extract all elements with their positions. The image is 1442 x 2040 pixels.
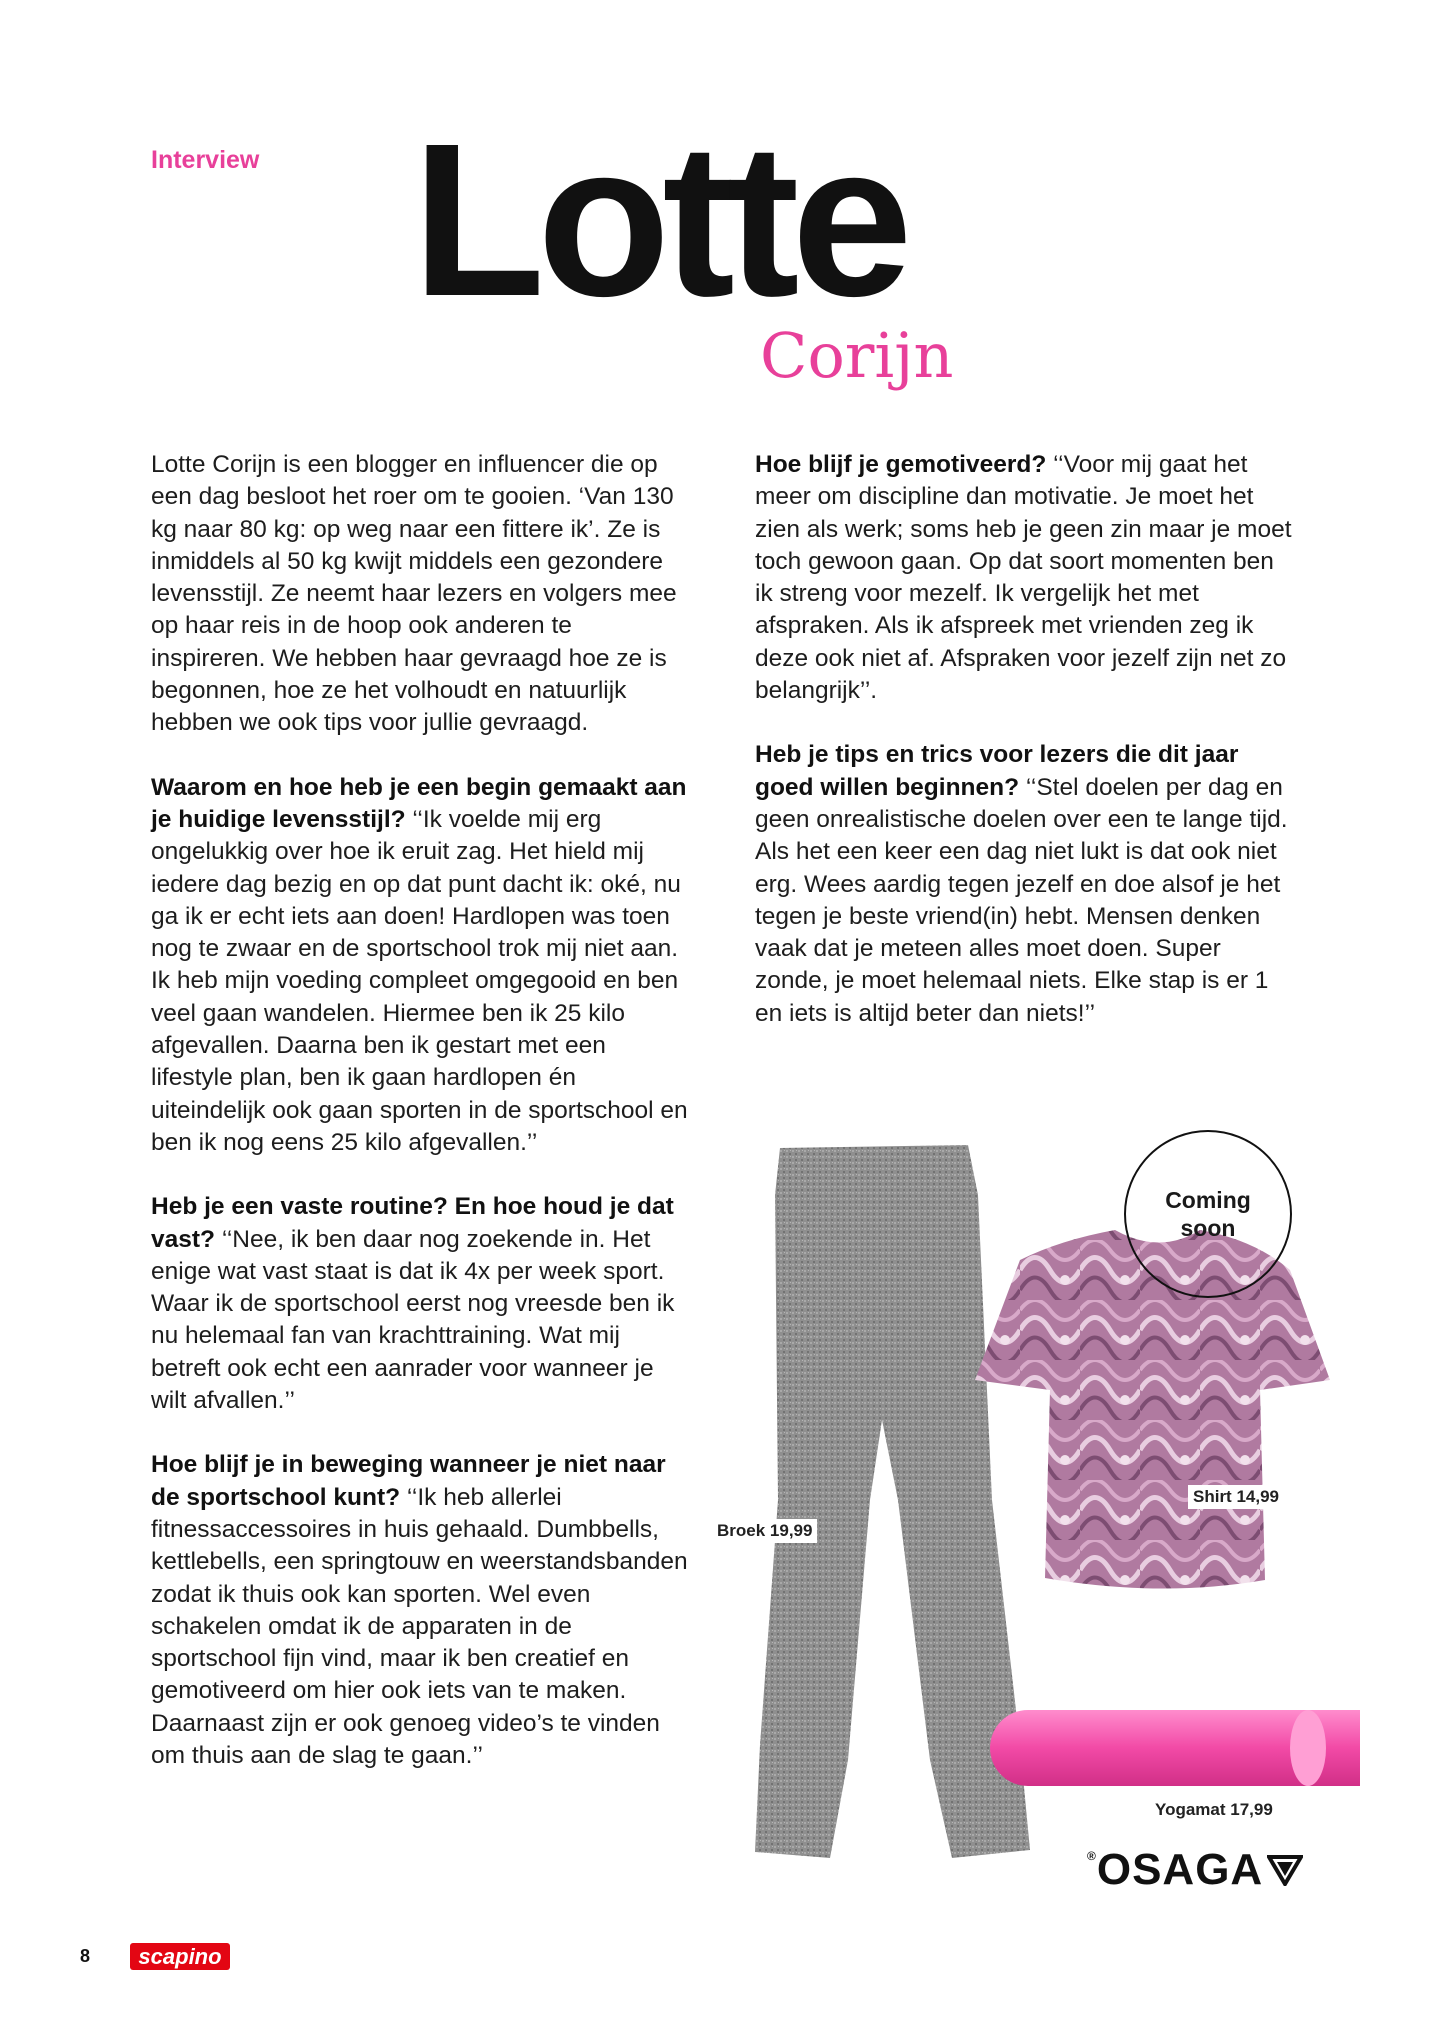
triangle-icon: [1267, 1854, 1303, 1886]
question-text: Hoe blijf je gemotiveerd?: [755, 451, 1047, 478]
page-number: 8: [80, 1946, 91, 1966]
left-column: [151, 449, 691, 1804]
qa-block: [755, 739, 1295, 1030]
answer-text: ‘‘Ik voelde mij erg ongelukkig over hoe ik eruit zag. Het hield mij iedere dag bezig en op dat punt dacht ik: oké, nu ga ik er echt iets aan doen! Hardlopen was toen nog te zwaar en de sportschool trok mij niet aan. Ik heb mijn voeding compleet omgegooid en ben veel gaan wandelen. Hiermee ben ik 25 kilo afgevallen. Daarna ben ik gestart met een lifestyle plan, ben ik gaan hardlopen én uiteindelijk ook gaan sporten in de sportschool en ben ik nog eens 25 kilo afgevallen.’’: [151, 805, 688, 1156]
answer-text: ‘‘Voor mij gaat het meer om discipline dan motivatie. Je moet het zien als werk; soms heb je geen zin maar je moet toch gewoon gaan. Op dat soort momenten ben ik streng voor mezelf. Ik vergelijk het met afspraken. Als ik afspreek met vrienden zeg ik deze ook niet af. Afspraken voor jezelf zijn net zo belangrijk’’.: [755, 451, 1292, 705]
osaga-logo: ® OSAGA: [1087, 1845, 1303, 1895]
question-text: Heb je tips en trics voor lezers die dit jaar goed willen beginnen?: [755, 741, 1239, 801]
section-kicker: Interview: [151, 146, 260, 174]
question-text: Heb je een vaste routine? En hoe houd je dat vast?: [151, 1193, 674, 1253]
right-column: [755, 449, 1295, 1062]
question-text: Waarom en hoe heb je een begin gemaakt aan je huidige levensstijl?: [151, 773, 687, 833]
question-text: Hoe blijf je in beweging wanneer je niet naar de sportschool kunt?: [151, 1451, 666, 1511]
price-tag-yogamat: Yogamat 17,99: [1150, 1798, 1278, 1822]
page-title: Lotte: [412, 99, 905, 342]
answer-text: ‘‘Stel doelen per dag en geen onrealistische doelen over een te lange tijd. Als het een keer een dag niet lukt is dat ook niet erg. Wees aardig tegen jezelf en doe alsof je het tegen je beste vriend(in) hebt. Mensen denken vaak dat je meteen alles moet doen. Super zonde, je moet helemaal niets. Elke stap is er 1 en iets is altijd beter dan niets!’’: [755, 773, 1288, 1027]
shirt-image: [975, 1230, 1330, 1589]
price-tag-shirt: Shirt 14,99: [1188, 1485, 1284, 1509]
qa-block: [151, 772, 691, 1160]
coming-soon-badge: Coming soon: [1124, 1130, 1292, 1298]
qa-block: [151, 1449, 691, 1772]
qa-block: [755, 449, 1295, 707]
answer-text: ‘‘Ik heb allerlei fitnessaccessoires in huis gehaald. Dumbbells, kettlebells, een springtouw en weerstandsbanden zodat ik thuis ook kan sporten. Wel even schakelen omdat ik de apparaten in de sportschool fijn vind, maar ik ben creatief en gemotiveerd om hier ook iets van te maken. Daarnaast zijn er ook genoeg video’s te vinden om thuis aan de slag te gaan.’’: [151, 1483, 688, 1769]
answer-text: ‘‘Nee, ik ben daar nog zoekende in. Het enige wat vast staat is dat ik 4x per week sport. Waar ik de sportschool eerst nog vreesde ben ik nu helemaal fan van krachttraining. Wat mij betreft ook echt een aanrader voor wanneer je wilt afvallen.’’: [151, 1225, 675, 1415]
qa-block: [151, 1191, 691, 1417]
scapino-logo: scapino: [130, 1943, 230, 1970]
page-subtitle: Corijn: [760, 319, 954, 392]
price-tag-pants: Broek 19,99: [712, 1519, 817, 1543]
pants-image: [755, 1145, 1030, 1858]
intro-paragraph: Lotte Corijn is een blogger en influencer die op een dag besloot het roer om te gooien. ‘Van 130 kg naar 80 kg: op weg naar een fittere ik’. Ze is inmiddels al 50 kg kwijt middels een gezondere levensstijl. Ze neemt haar lezers en volgers mee op haar reis in de hoop ook anderen te inspireren. We hebben haar gevraagd hoe ze is begonnen, hoe ze het volhoudt en natuurlijk hebben we ook tips voor jullie gevraagd.: [151, 451, 677, 737]
